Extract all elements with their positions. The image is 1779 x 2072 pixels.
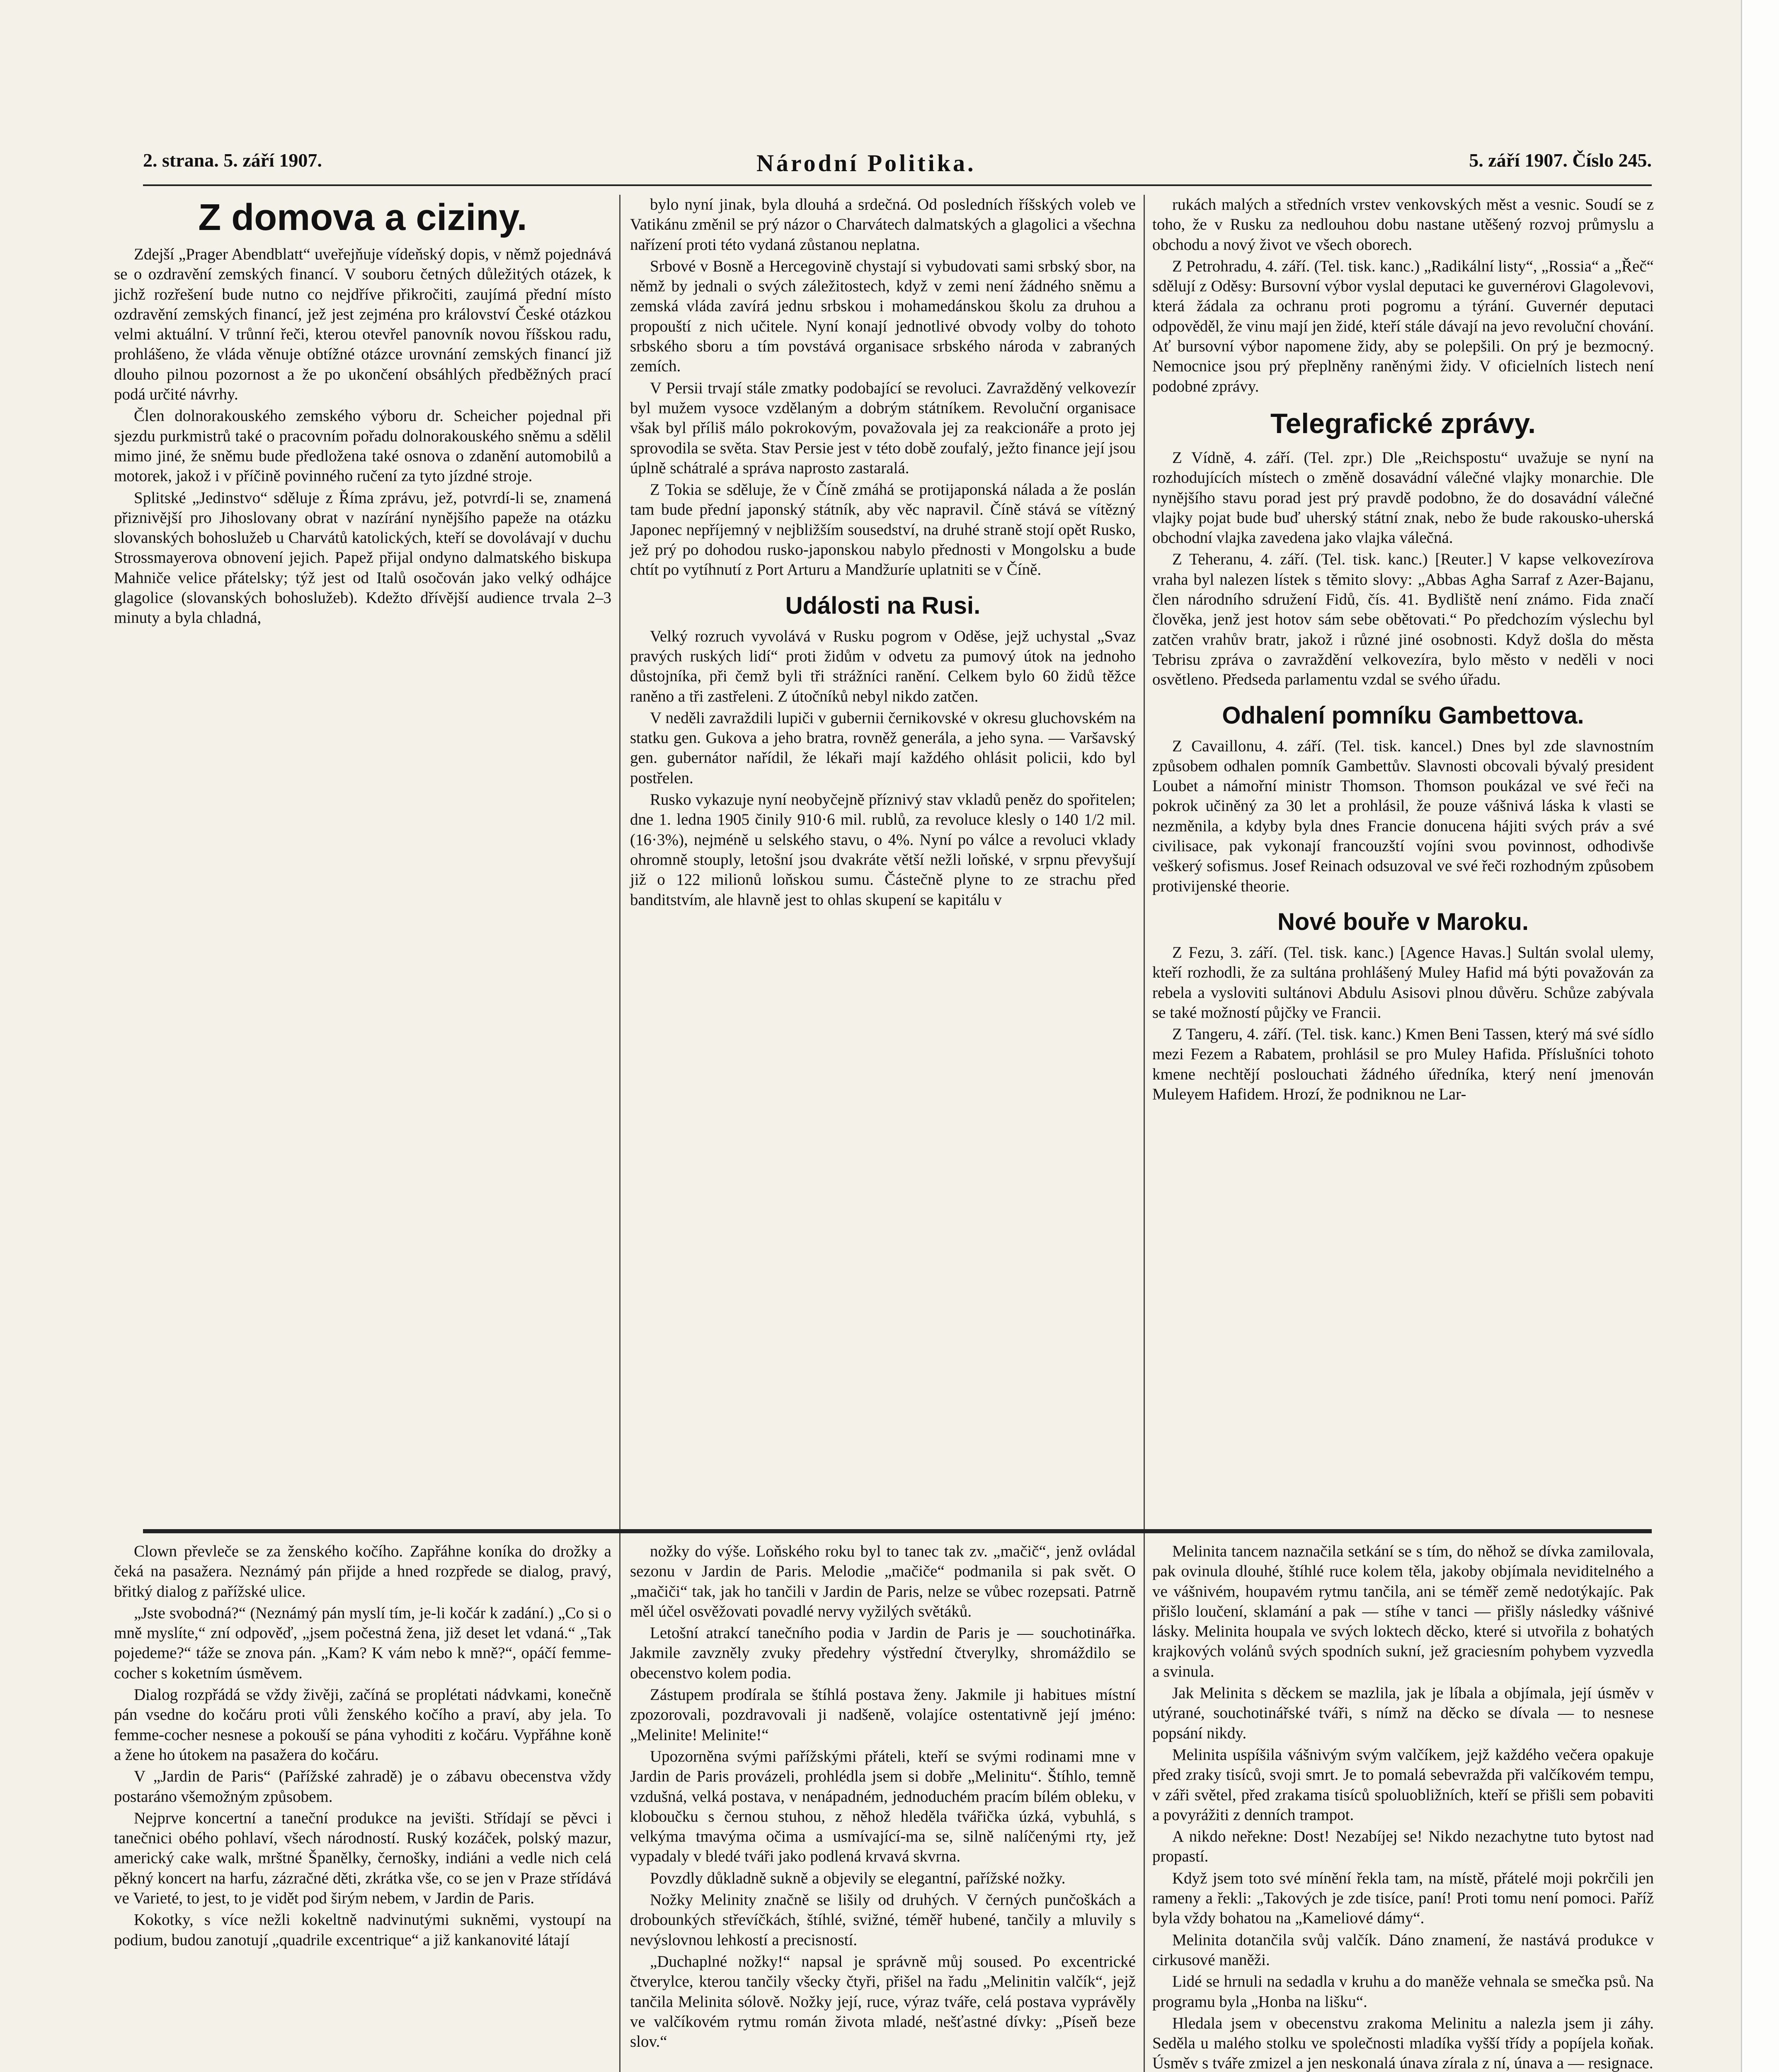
feuilleton-paragraph: Nejprve koncertní a taneční produkce na jevišti. Střídají se pěvci i tanečnici obého pohlaví, všech národností. Ruský kozáček, polský mazur, americký cake walk, mrštné Španělky, černošky, indiáni a vedle nich celá pěkný koncert na harfu, zázračné děti, zkrátka vše, co se jen v Praze střídává ve Varieté, to jest, to je vidět pod širým nebem, v Jardin de Paris.: [114, 1809, 611, 1907]
feuilleton-paragraph: Kokotky, s více nežli kokeltně nadvinutými sukněmi, vystoupí na podium, budou zanotují „quadrile excentrique“ a již kankanovité látají: [114, 1911, 611, 1949]
feuilleton-column-3: [1152, 1542, 1654, 2072]
article-paragraph: Z Tokia se sděluje, že v Číně zmáhá se protijaponská nálada a že poslán tam bude přední japonský státník, aby věc napravil. Číně stává se vítězný Japonec nepříjemný v nejbližším sousedství, na druhé straně stojí opět Rusko, jež prý po dohodou rusko-japonskou nabylo přednosti v Mongolsku a bude chtít po vytíhnutí z Port Arturu a Mandžuríe uplatniti se v Číně.: [630, 481, 1136, 579]
feuilleton-paragraph: Dialog rozpřádá se vždy živěji, začíná se proplétati nádvkami, konečně pán vsedne do kočáru proti vůli ženského kočího a praví, aby jela. To femme-cocher nesnese a pokouší se pána vyhoditi z kočáru. Vypřáhne koně a žene ho útokem na pasažera do kočáru.: [114, 1686, 611, 1764]
feuilleton-paragraph: A nikdo neřekne: Dost! Nezabíjej se! Nikdo nezachytne tuto bytost nad propastí.: [1152, 1828, 1654, 1866]
header-rule: [143, 184, 1652, 186]
column-1: [114, 195, 611, 630]
feuilleton-paragraph: nožky do výše. Loňského roku byl to tanec tak zv. „mačič“, jenž ovládal sezonu v Jardin de Paris. Melodie „mačiče“ podmanila si pak svět. O „mačiči“ tak, jak ho tančili v Jardin de Paris, nelze se vůbec rozepsati. Patrně měl účel osvěžovati povadlé nervy vyžilých světáků.: [630, 1542, 1136, 1620]
feuilleton-paragraph: „Jste svobodná?“ (Neznámý pán myslí tím, je-li kočár k zadání.) „Co si o mně myslíte,“ zní odpověď, „jsem počestná žena, již deset let vdaná.“ „Tak pojedeme?“ táže se znova pán. „Kam? K vám nebo k mně?“, opáčí femme-cocher s koketním úsměvem.: [114, 1604, 611, 1682]
article-paragraph: Velký rozruch vyvolává v Rusku pogrom v Oděse, jejž uchystal „Svaz pravých ruských lidí“ proti židům v odvetu za pumový útok na jednoho důstojníka, při čemž byli tři strážníci ranění. Celkem bylo 60 židů těžce raněno a tři zastřeleni. Z útočníků nebyl nikdo zatčen.: [630, 627, 1136, 705]
article-paragraph: V Persii trvají stále zmatky podobající se revoluci. Zavražděný velkovezír byl mužem vysoce vzdělaným a dobrým státníkem. Revoluční organisace však byl příliš málo pokrokovým, považovala jej za reakcionáře a proto jej sprovodila se světa. Stav Persie jest v této době zoufalý, ježto finance její jsou úplně schátralé a správa naprosto zastaralá.: [630, 379, 1136, 477]
column-2: [630, 195, 1136, 912]
article-paragraph: Z Tangeru, 4. září. (Tel. tisk. kanc.) Kmen Beni Tassen, který má své sídlo mezi Fezem a Rabatem, prohlásil se pro Muley Hafida. Příslušníci tohoto kmene nechtějí poslouchati žádného úředníka, který není jmenován Muleyem Hafidem. Hrozí, že podniknou ne Lar-: [1152, 1025, 1654, 1103]
article-paragraph: Z Cavaillonu, 4. září. (Tel. tisk. kancel.) Dnes byl zde slavnostním způsobem odhalen pomník Gambettův. Slavnosti obcovali bývalý president Loubet a námořní ministr Thomson. Thomson poukázal ve své řeči na pokrok učiněný za 30 let a prohlásil, že pouze vášnivá láska k vlasti se nezměnila, a kdyby byla dnes Francie donucena hájiti svých práv a své civilisace, pak vykonají francouzští vojíni svou povinnost, odhodivše veškerý sofismus. Josef Reinach odsuzoval ve své řeči rozhodným způsobem protiviјenské theorie.: [1152, 737, 1654, 895]
feuilleton-paragraph: V „Jardin de Paris“ (Pařížské zahradě) je o zábavu obecenstva vždy postaráno všemožným způsobem.: [114, 1767, 611, 1806]
article-paragraph: Z Teheranu, 4. září. (Tel. tisk. kanc.) [Reuter.] V kapse velkovezírova vraha byl nalezen lístek s těmito slovy: „Abbas Agha Sarraf z Azer-Bajanu, člen národního sdružení Fidů, čís. 41. Bydliště není známo. Fida značí člověka, jenž jest hotov sám sebe obětovati.“ Po předchozím výslechu byl zatčen vrahův bratr, jakož i různé jiné osobnosti. Když došla do města Tebrisu zpráva o zavraždění velkovezíra, bylo město v neděli v noci osvětleno. Předseda parlamentu vzdal se svého úřadu.: [1152, 550, 1654, 689]
article-paragraph: V neděli zavraždili lupiči v guberniі černikovské v okresu gluchovském na statku gen. Gukova a jeho bratra, rovněž generála, a jeho syna. — Varšavský gen. gubernátor nařídil, že lékaři mají každého ohlásit policii, kdo byl postřelen.: [630, 709, 1136, 787]
feuilleton-column-2: [630, 1542, 1136, 2053]
header-left: 2. strana. 5. září 1907.: [143, 150, 322, 171]
feuilleton-paragraph: „Duchaplné nožky!“ napsal je správně můj soused. Po excentrické čtverylce, kterou tančily všecky čtyři, přišel na řadu „Melinitin valčík“, jejž tančila Melinita sólově. Nožky její, ruce, výraz tváře, celá postava vyprávěly ve valčíkovém rytmu román života mladé, nešťastné dívky: „Píseň beze slov.“: [630, 1952, 1136, 2051]
column-3: [1152, 195, 1654, 1106]
feuilleton-paragraph: Melinita uspíšila vášnivým svým valčíkem, jejž každého večera opakuje před zraky tisíců, svoji smrt. Je to pomalá sebevražda při valčíkovém tempu, v záři světel, před zrakama tisíců spoluobližních, kteří se přišli sem pobaviti a povyrážiti z denních trampot.: [1152, 1745, 1654, 1824]
article-paragraph: rukách malých a středních vrstev venkovských měst a vesnic. Soudí se z toho, že v Rusku za nedlouhou dobu nastane utěšený rozvoj průmyslu a obchodu a nový život ve všech oborech.: [1152, 196, 1654, 254]
feuilleton-paragraph: Lidé se hrnuli na sedadla v kruhu a do maněže vehnala se smečka psů. Na programu byla „Honba na lišku“.: [1152, 1973, 1654, 2011]
article-paragraph: Z Fezu, 3. září. (Tel. tisk. kanc.) [Agence Havas.] Sultán svolal ulemy, kteří rozhodli, že za sultána prohlášený Muley Hafid má býti považován za rebela a vysloviti sultánovi Abdulu Asisovi plnou důvěru. Schůze zabývala se také možností půjčky ve Francii.: [1152, 943, 1654, 1021]
feuilleton-rule: [143, 1529, 1652, 1533]
section-title-russia: Události na Rusi.: [785, 592, 981, 619]
feuilleton-paragraph: Zástupem prodírala se štíhlá postava ženy. Jakmile ji habitues místní zpozorovali, pozdravovali ji nadšeně, volajíce ostentativně její jméno: „Melinite! Melinite!“: [630, 1686, 1136, 1744]
article-paragraph: Zdejší „Prager Abendblatt“ uveřejňuje vídeňský dopis, v němž pojednává se o ozdravění zemských financí. V souboru četných důležitých otázek, k jichž rozřešení bude nutno co nejdříve přikročiti, zaujímá přední místo ozdravění zemských financí, jež jest zejména pro království České otázkou velmi aktuální. V trůnní řeči, kterou otevřel panovník novou říšskou radu, prohlášeno, že vláda věnuje obtížné otázce urovnání zemských financí již dlouho pilnou pozornost a že po ukončení obsáhlých předběžných prací podá určité návrhy.: [114, 245, 611, 404]
feuilleton-paragraph: Povzdly důkladně sukně a objevily se elegantní, pařížské nožky.: [650, 1869, 1066, 1887]
feuilleton-paragraph: Clown převleče se za ženského kočího. Zapřáhne koníka do drožky a čeká na pasažera. Neznámý pán přijde a hned rozpřede se dialog, pravý, břitký dialog z pařížské ulice.: [114, 1542, 611, 1600]
article-paragraph: Z Petrohradu, 4. září. (Tel. tisk. kanc.) „Radikální listy“, „Rossia“ a „Řeč“ sdělují z Oděsy: Bursovní výbor vyslal deputaci ke guvernérovi Glagolevovi, která žádala za ochranu proti pogromu a týrání. Guvernér deputaci odpověděl, že vinu mají jen židé, kteří stále dávají na jevo revoluční chování. Ať bursovní výbor napomene židy, aby se polepšili. On prý je bezmocný. Nemocnice jsou prý přeplněny raněnými židy. V oficielních listech není podobné zprávy.: [1152, 257, 1654, 395]
feuilleton-paragraph: Když jsem toto své mínění řekla tam, na místě, přátelé moji pokrčili jen rameny a řekli: „Takových je zde tisíce, paní! Proti tomu není pomoci. Paříž byla vždy bohatou na „Kameliové dámy“.: [1152, 1869, 1654, 1927]
scan-edge: [1741, 0, 1779, 2072]
article-paragraph: Z Vídně, 4. září. (Tel. zpr.) Dle „Reichspostu“ uvažuje se nyní na rozhodujících místech o změně dosavádní válečné vlajky monarchie. Dle nynějšího stavu porad jest prý pravdě podobno, že do dosavádní válečné vlajky pojat bude buď uherský státní znak, nebo že bude rakousko-uherská obchodní vlajka zavedena jako vlajka válečná.: [1152, 448, 1654, 547]
article-paragraph: Člen dolnorakouského zemského výboru dr. Scheicher pojednal při sjezdu purkmistrů také o pracovním pořadu dolnorakouského sněmu a sdělil mimo jiné, že sněmu bude předložena také osnova o zdanění automobilů a motorek, jakož i v příčině povinného ručení za tyto jízdné stroje.: [114, 407, 611, 485]
feuilleton-paragraph: Melinita dotančila svůj valčík. Dáno znamení, že nastává produkce v cirkusové maněži.: [1152, 1931, 1654, 1969]
feuilleton-paragraph: Jak Melinita s děckem se mazlila, jak je líbala a objímala, její úsměv v utýrané, souchotinářské tváři, s nímž na děcko se dívala — to nesnese popsání nikdy.: [1152, 1684, 1654, 1742]
column-divider: [619, 195, 620, 1687]
feuilleton-paragraph: Letošní atrakcí tanečního podia v Jardin de Paris je — souchotinářka. Jakmile zavzněly zvuky předehry výstřední čtverylky, shromáždilo se obecenstvo kolem podia.: [630, 1624, 1136, 1682]
column-divider: [1144, 1542, 1145, 2072]
feuilleton-paragraph: Melinita tancem naznačila setkání se s tím, do něhož se dívka zamilovala, pak ovinula dlouhé, štíhlé ruce kolem těla, jakoby objímala neviditelného a ve vášnivém, houpavém rytmu tančila, ani se téměř země nedotýkajíc. Pak přišlo loučení, sklamání a pak — stíhe v tanci — přišly následky vášnivé lásky. Melinita houpala ve svých loktech děcko, které si utvořila z bohatých krajkových volánů svých spodních sukní, jež graciesním pohybem vyzvedla a svinula.: [1152, 1542, 1654, 1680]
section-title-gambetta: Odhalení pomníku Gambettova.: [1222, 702, 1584, 729]
feuilleton-paragraph: Nožky Melinity značně se lišily od druhých. V černých punčoškách a drobounkých střevíčkách, štíhlé, svižné, téměř hubené, tančily a mluvily s nevýslovnou lehkostí a precisností.: [630, 1891, 1136, 1949]
article-paragraph: Srbové v Bosně a Hercegovině chystají si vybudovati sami srbský sbor, na němž by jednali o svých záležitostech, když v zemi není žádného sněmu a zemská vláda zavírá jednu srbskou i mohamedánskou školu za druhou a propouští z nich učitele. Nyní konají jednotlivé obvody volby do tohoto srbského sboru a tím povstává organisace srbského národa v zabraných zemích.: [630, 257, 1136, 375]
feuilleton-paragraph: Upozorněna svými pařížskými přáteli, kteří se svými rodinami mne v Jardin de Paris provázeli, prohlédla jsem si dobře „Melinitu“. Štíhlo, temně vzdušná, velká postava, v nenápadném, jednoduchém pracím bílém obleku, v kloboučku s černou stuhou, z něhož hleděla tvářička úzká, vybuhlá, s velkýma tmavýma očima a usmívající-ma se, silně nalíčenými rty, jež vypadaly v bledé tváři jako podlená krvavá skvrna.: [630, 1747, 1136, 1866]
masthead: Národní Politika.: [756, 150, 976, 177]
feuilleton-column-1: [114, 1542, 611, 1952]
column-divider: [619, 1542, 620, 2072]
section-title-telegrams: Telegrafické zprávy.: [1270, 407, 1536, 439]
feuilleton-paragraph: Hledala jsem v obecenstvu zrakoma Melinitu a nalezla jsem ji záhy. Seděla u malého stolku ve společnosti mladíka vyšší třídy a popíjela koňak. Úsměv s tváře zmizel a jen neskonalá únava zírala z ní, únava a — resignace.: [1152, 2014, 1654, 2072]
section-title-morocco: Nové bouře v Maroku.: [1277, 908, 1529, 935]
page-header: [143, 149, 1652, 178]
article-paragraph: bylo nyní jinak, byla dlouhá a srdečná. Od posledních říšských voleb ve Vatikánu změnil se prý názor o Charvátech dalmatských a glagolici a všechna nařízení proti této vydaná zůstanou neplatna.: [630, 196, 1136, 254]
column-divider: [1144, 195, 1145, 1687]
article-paragraph: Rusko vykazuje nyní neobyčejně příznivý stav vkladů peněz do spořitelen; dne 1. ledna 1905 činily 910·6 mil. rublů, za revoluce klesly o 140 1/2 mil. (16·3%), nejméně u selského stavu, o 4%. Nyní po válce a revoluci vklady ohromně stouply, letošní jsou dvakráte větší nežli loňské, v srpnu převyšují již o 122 milionů loňskou sumu. Částečně plyne to ze strachu před banditstvím, ale hlavně jest to ohlas skupení se kapitálu v: [630, 791, 1136, 909]
section-title-domestic: Z domova a ciziny.: [198, 197, 527, 238]
article-paragraph: Splitské „Jedinstvo“ sděluje z Říma zprávu, jež, potvrdí-li se, znamená přiznivější pro Jihoslovany obrat v nazírání nynějšího papeže na otázku slovanských bohoslužeb u Charvátů katolických, kteří se dovolávají v duchu Strossmayerova obnovení jejich. Papež přijal ondyno dalmatského biskupa Mahniče velice přátelsky; týž jest od Italů osočován jako velký odhájce glagolice (slovanských bohoslužeb). Kdežto dřívější audience trvala 2–3 minuty a byla chladná,: [114, 489, 611, 627]
header-right: 5. září 1907. Číslo 245.: [1469, 150, 1652, 171]
